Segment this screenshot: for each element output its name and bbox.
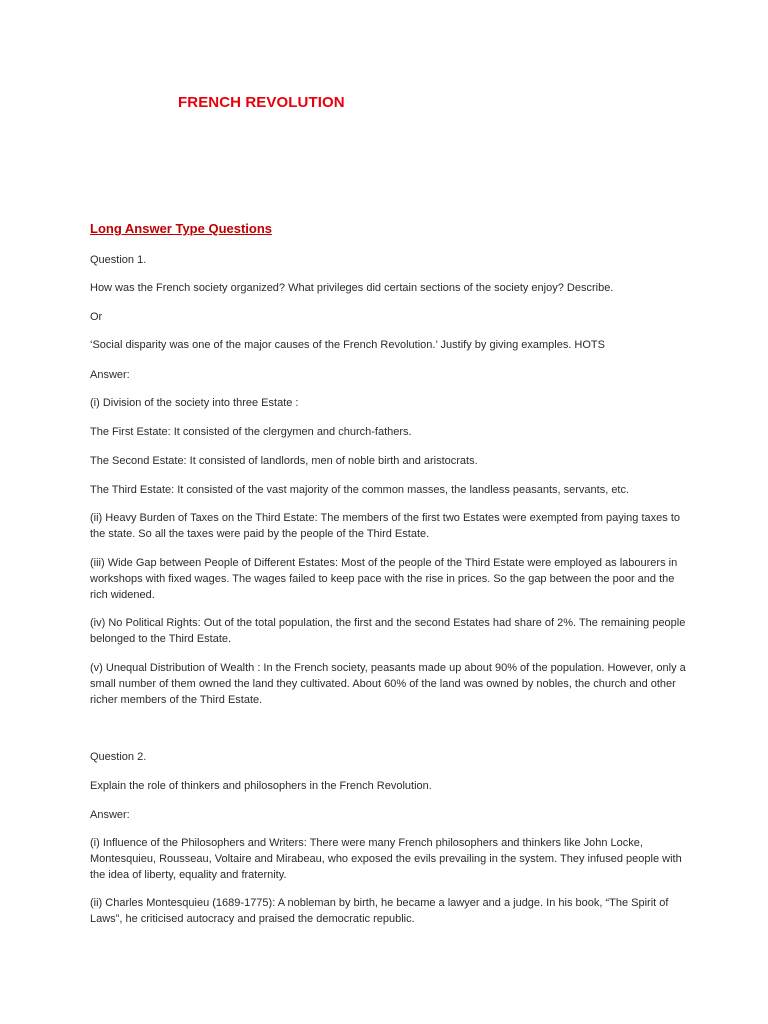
document-title: FRENCH REVOLUTION — [178, 94, 345, 111]
question-1-text: How was the French society organized? What privileges did certain sections of the society enjoy? Describe. — [90, 282, 614, 294]
question-1-alt-text: ‘Social disparity was one of the major causes of the French Revolution.’ Justify by giving examples. HOTS — [90, 339, 605, 351]
answer-1-label: Answer: — [90, 369, 130, 381]
answer-1-point: The Third Estate: It consisted of the vast majority of the common masses, the landless peasants, servants, etc. — [90, 484, 630, 496]
question-2-text: Explain the role of thinkers and philosophers in the French Revolution. — [90, 780, 432, 792]
answer-1-point: The Second Estate: It consisted of landlords, men of noble birth and aristocrats. — [90, 455, 478, 467]
answer-2-label: Answer: — [90, 809, 130, 821]
answer-1-point: (v) Unequal Distribution of Wealth : In the French society, peasants made up about 90% of the population. However, only a small number of them owned the land they cultivated. About 60% of the land was owned by nobles, the church and other richer members of the Third Estate. — [90, 662, 686, 706]
answer-1-point: (iii) Wide Gap between People of Different Estates: Most of the people of the Third Estate were employed as labourers in workshops with fixed wages. The wages failed to keep pace with the rise in prices. So the gap between the poor and the rich widened. — [90, 557, 678, 601]
answer-2-point: (ii) Charles Montesquieu (1689-1775): A nobleman by birth, he became a lawyer and a judge. In his book, “The Spirit of Laws”, he criticised autocracy and praised the democratic republic. — [90, 897, 669, 925]
or-separator: Or — [90, 311, 103, 323]
answer-1-point: The First Estate: It consisted of the clergymen and church-fathers. — [90, 426, 412, 438]
question-1-label: Question 1. — [90, 254, 147, 266]
section-heading: Long Answer Type Questions — [90, 221, 273, 236]
answer-1-point: (ii) Heavy Burden of Taxes on the Third Estate: The members of the first two Estates were exempted from paying taxes to the state. So all the taxes were paid by the people of the Third Estate. — [90, 512, 680, 540]
answer-1-point: (iv) No Political Rights: Out of the total population, the first and the second Estates had share of 2%. The remaining people belonged to the Third Estate. — [90, 617, 686, 645]
question-2-label: Question 2. — [90, 751, 147, 763]
answer-2-point: (i) Influence of the Philosophers and Writers: There were many French philosophers and thinkers like John Locke, Montesquieu, Rousseau, Voltaire and Mirabeau, who exposed the evils prevailing in the system. They infused people with the idea of liberty, equality and fraternity. — [90, 837, 682, 881]
answer-1-point: (i) Division of the society into three Estate : — [90, 397, 299, 409]
